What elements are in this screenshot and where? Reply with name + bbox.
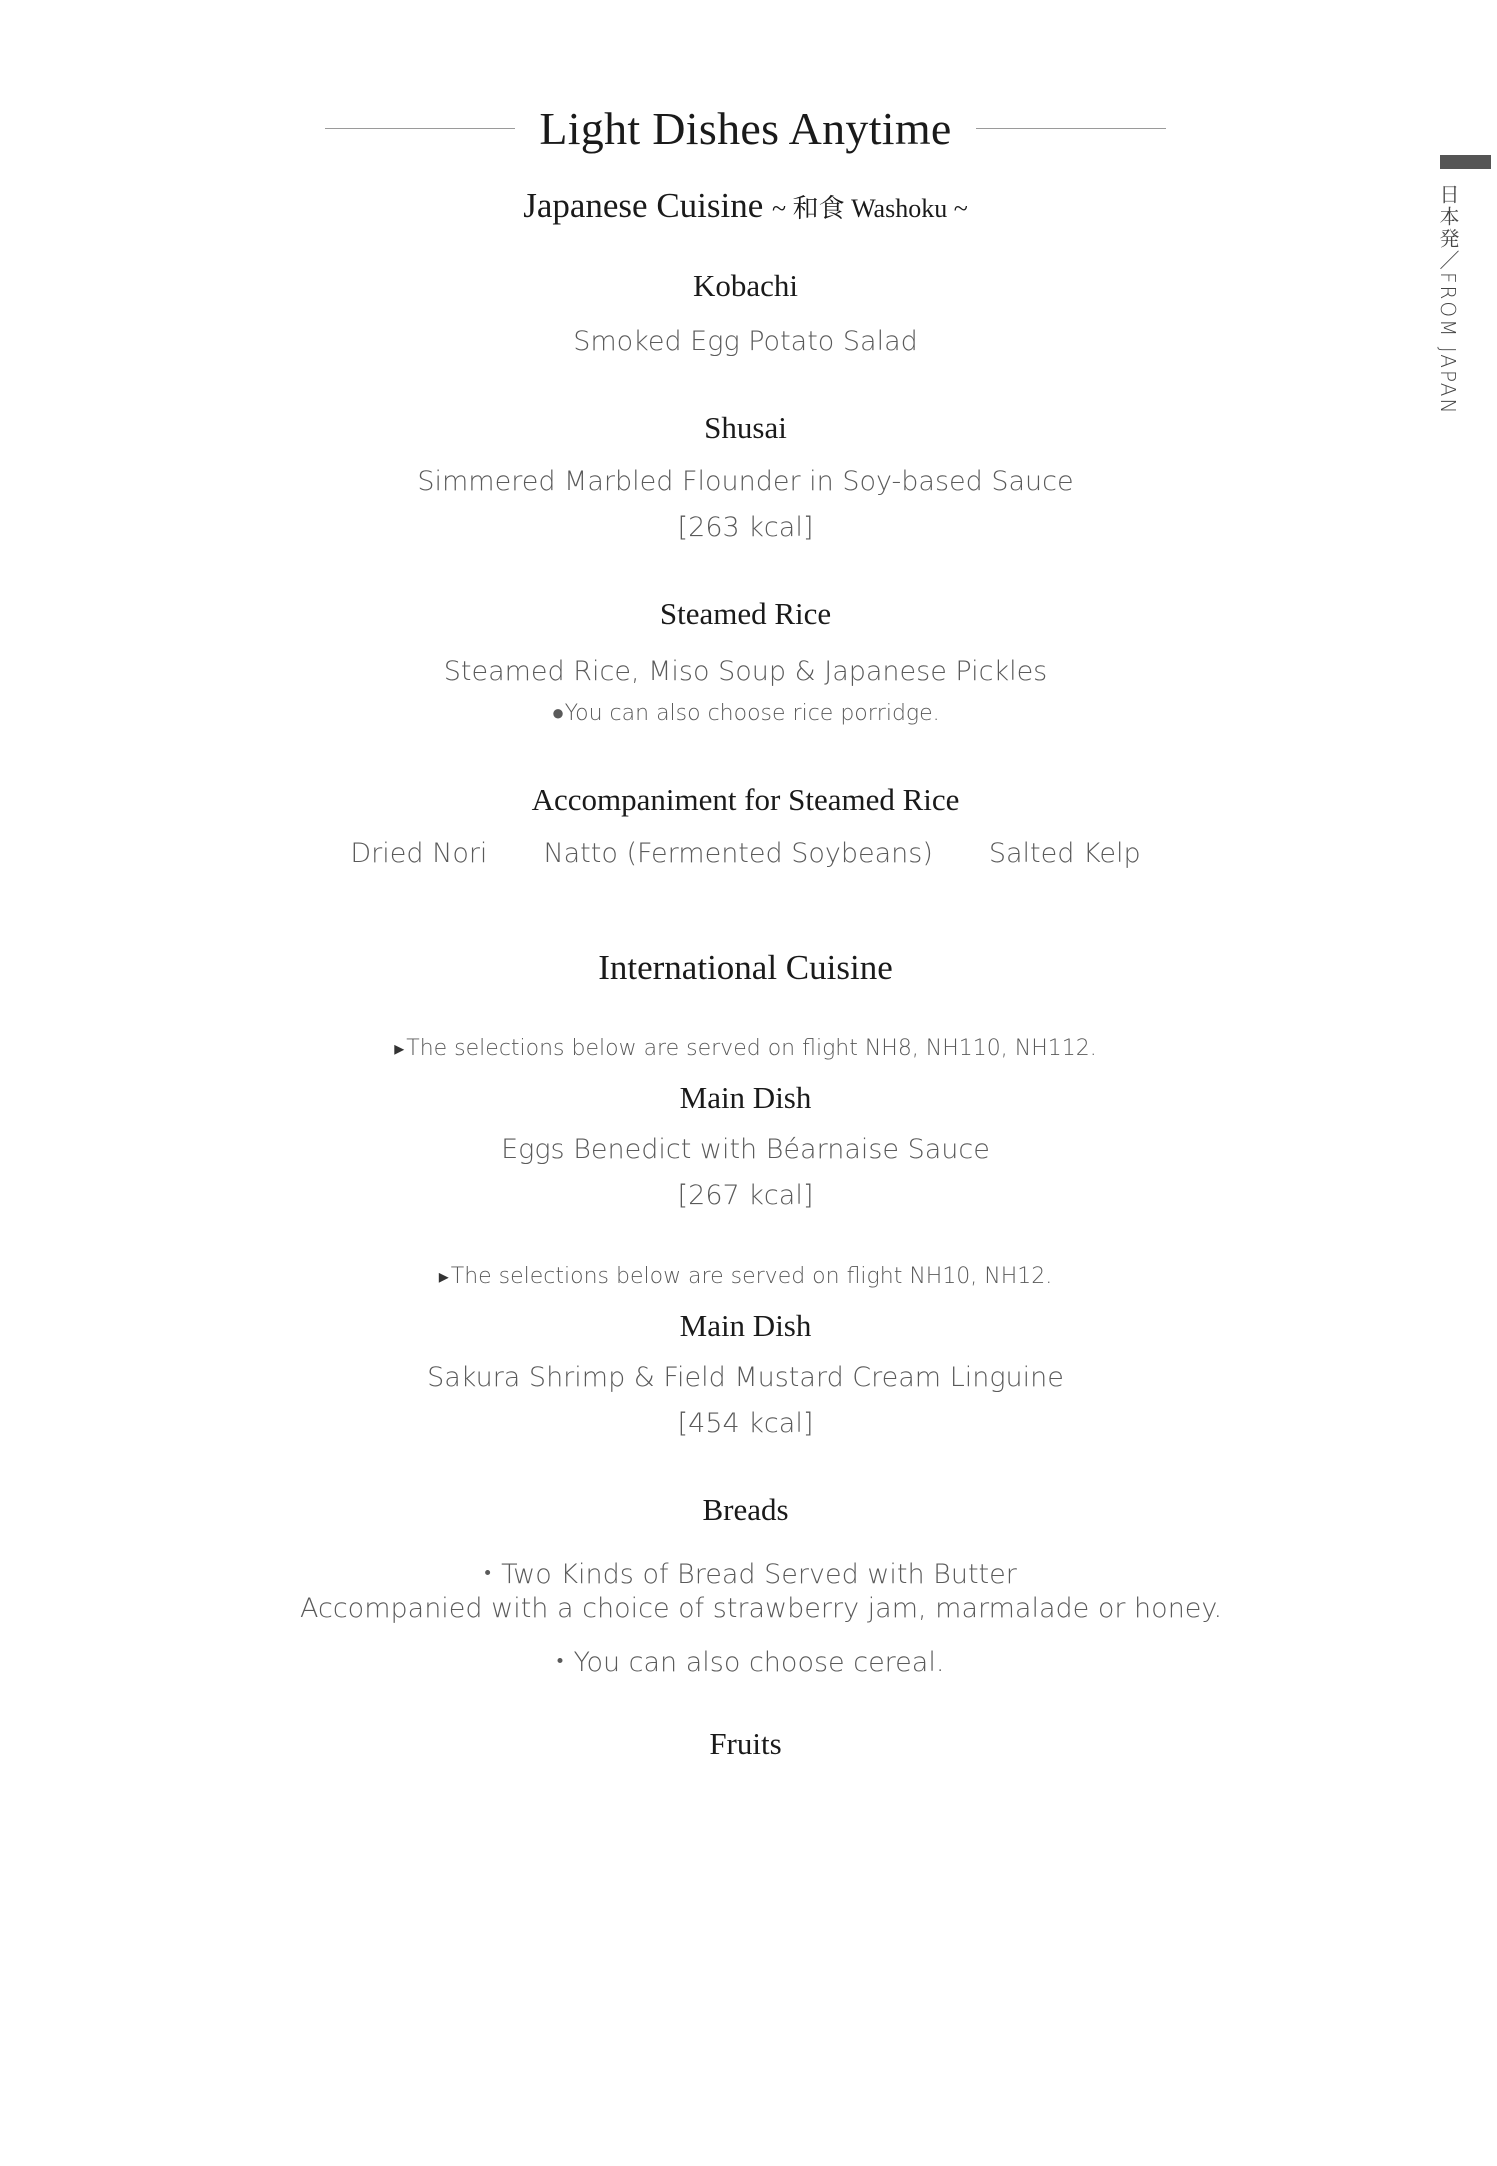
- title-rule-right: [976, 128, 1166, 129]
- main-dish-1-title: Main Dish: [679, 1080, 812, 1115]
- flight-note-2: [300, 1264, 1191, 1289]
- page-title: Light Dishes Anytime: [539, 102, 952, 154]
- steamed-rice-item: Steamed Rice, Miso Soup & Japanese Pickles: [443, 656, 1048, 687]
- accompaniment-item: Natto (Fermented Soybeans): [543, 838, 933, 869]
- international-cuisine-heading: International Cuisine: [598, 948, 893, 987]
- breads-title: Breads: [702, 1492, 789, 1527]
- flight-note-1-text: The selections below are served on flight NH8, NH110, NH112.: [406, 1036, 1097, 1061]
- main-dish-2-item: Sakura Shrimp & Field Mustard Cream Linguine: [427, 1362, 1064, 1393]
- kobachi-title: Kobachi: [692, 268, 799, 303]
- japanese-cuisine-title: Japanese Cuisine: [523, 186, 764, 225]
- accompaniment-title: Accompaniment for Steamed Rice: [531, 782, 960, 817]
- accompaniment-item: Dried Nori: [350, 838, 488, 869]
- main-dish-2-title: Main Dish: [679, 1308, 812, 1343]
- title-rule-left: [325, 128, 515, 129]
- kobachi-item: Smoked Egg Potato Salad: [573, 326, 918, 357]
- breads-line-2: Accompanied with a choice of strawberry jam, marmalade or honey.: [300, 1593, 1223, 1624]
- steamed-rice-title: Steamed Rice: [659, 596, 832, 631]
- triangle-icon: [394, 1036, 406, 1061]
- triangle-icon: [439, 1264, 451, 1289]
- flight-note-2-text: The selections below are served on flight NH10, NH12.: [450, 1264, 1053, 1289]
- main-dish-2-kcal: [454 kcal]: [677, 1408, 814, 1439]
- side-tab-bar: [1440, 155, 1491, 169]
- shusai-kcal: [263 kcal]: [677, 512, 814, 543]
- steamed-rice-note: ●You can also choose rice porridge.: [551, 701, 940, 726]
- japanese-cuisine-heading: [300, 186, 1191, 226]
- flight-note-1: [300, 1036, 1191, 1061]
- main-dish-1-kcal: [267 kcal]: [677, 1180, 814, 1211]
- main-dish-1-item: Eggs Benedict with Béarnaise Sauce: [501, 1134, 990, 1165]
- accompaniment-list: [300, 838, 1191, 869]
- japanese-cuisine-subtitle: ~ 和食 Washoku ~: [772, 194, 968, 223]
- page-title-row: [300, 98, 1191, 158]
- breads-line-3: ・You can also choose cereal.: [546, 1647, 945, 1678]
- fruits-title: Fruits: [709, 1726, 782, 1761]
- shusai-item: Simmered Marbled Flounder in Soy-based Sauce: [417, 466, 1074, 497]
- breads-line-1: ・Two Kinds of Bread Served with Butter: [474, 1559, 1017, 1590]
- shusai-title: Shusai: [704, 410, 787, 445]
- side-tab-label: 日本発／FROM JAPAN: [1436, 184, 1460, 416]
- accompaniment-item: Salted Kelp: [988, 838, 1141, 869]
